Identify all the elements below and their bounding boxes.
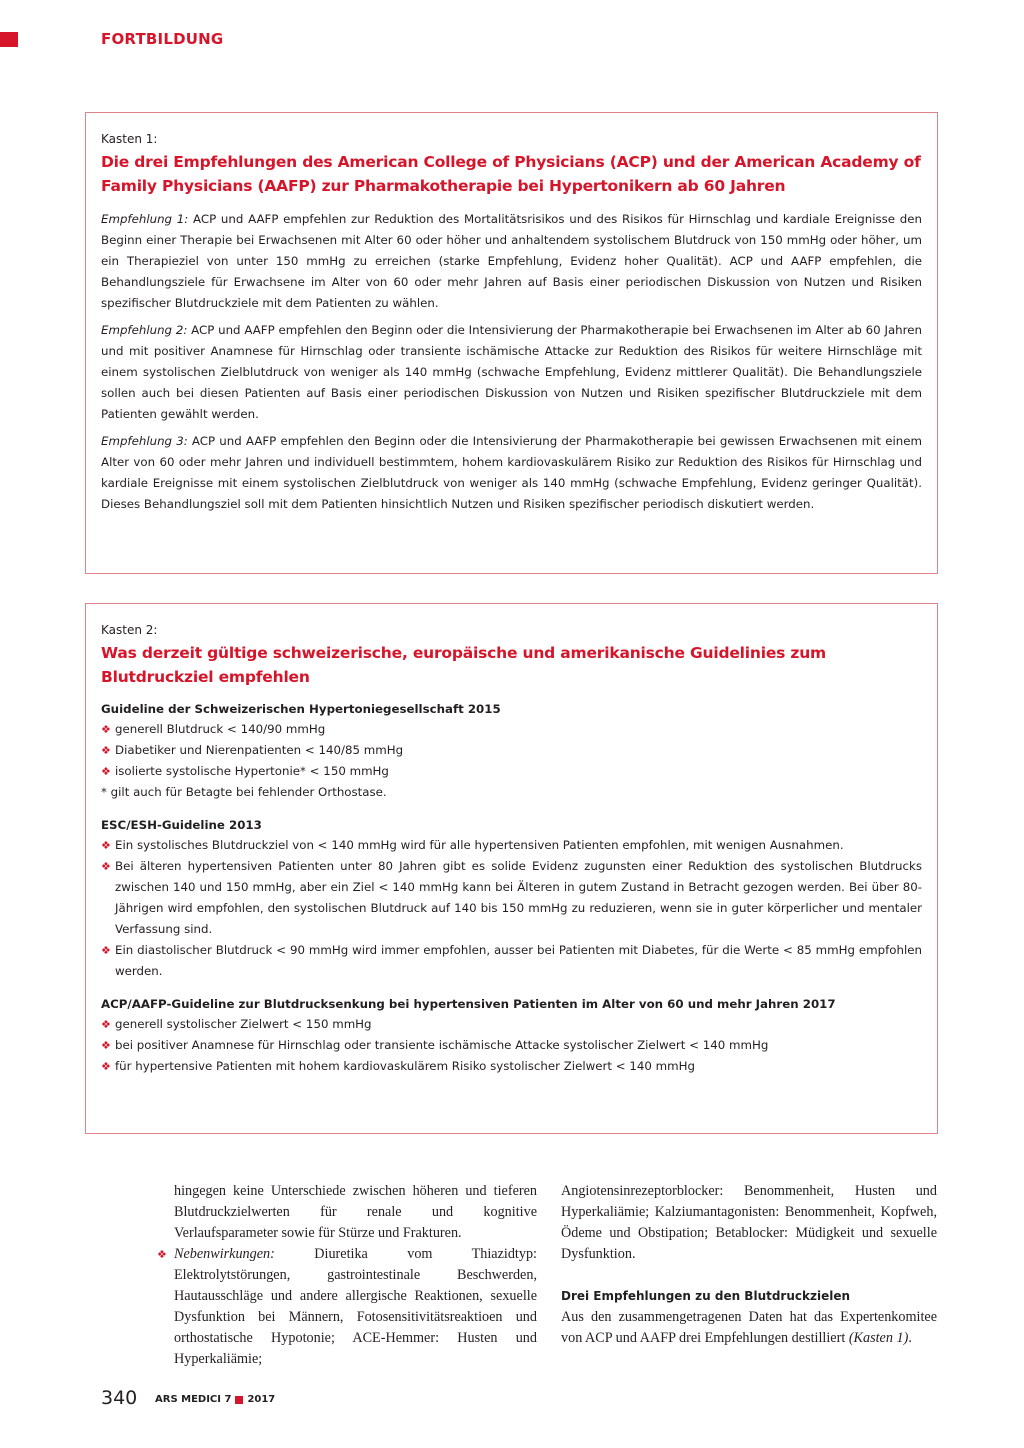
guideline-item-text: für hypertensive Patienten mit hohem kardiovaskulärem Risiko systolischer Zielwert < 140 mmHg bbox=[115, 1059, 695, 1073]
guideline-heading: Guideline der Schweizerischen Hypertoniegesellschaft 2015 bbox=[101, 702, 501, 716]
recommendation-1-label: Empfehlung 1: bbox=[101, 212, 189, 226]
recommendation-2 bbox=[101, 320, 922, 425]
body-paragraph bbox=[561, 1307, 937, 1349]
side-effects-item bbox=[157, 1244, 537, 1370]
recommendation-3-label: Empfehlung 3: bbox=[101, 434, 188, 448]
recommendation-list bbox=[101, 209, 922, 515]
guideline-item-text: Diabetiker und Nierenpatienten < 140/85 mmHg bbox=[115, 743, 404, 757]
guideline-item-text: generell Blutdruck < 140/90 mmHg bbox=[115, 722, 326, 736]
kasten-1-box bbox=[85, 112, 938, 574]
journal-footer bbox=[155, 1394, 275, 1405]
guideline-heading: ACP/AAFP-Guideline zur Blutdrucksenkung bei hypertensiven Patienten im Alter von 60 und mehr Jahren 2017 bbox=[101, 997, 836, 1011]
guideline-list bbox=[101, 699, 922, 1077]
kasten-2-title: Was derzeit gültige schweizerische, europäische und amerikanische Guidelinies zum Blutdruckziel empfehlen bbox=[101, 644, 826, 686]
body-column-right bbox=[561, 1181, 937, 1349]
recommendation-1-text: ACP und AAFP empfehlen zur Reduktion des Mortalitätsrisikos und des Risikos für Hirnschlag und kardiale Ereignisse den Beginn einer Therapie bei Erwachsenen mit Alter 60 oder höher und anhaltendem systolischem Blutdruck von 150 mmHg oder höher, um ein Therapieziel von unter 150 mmHg zu erreichen (starke Empfehlung, Evidenz hoher Qualität). ACP und AAFP empfehlen, die Behandlungsziele für Erwachsene im Alter von 60 oder mehr Jahren auf Basis einer periodischen Diskussion von Nutzen und Risiken spezifischer Blutdruckziele mit dem Patienten zu wählen. bbox=[101, 212, 922, 310]
guideline-item-text: isolierte systolische Hypertonie* < 150 mmHg bbox=[115, 764, 389, 778]
recommendation-2-label: Empfehlung 2: bbox=[101, 323, 188, 337]
guideline-item bbox=[101, 856, 922, 940]
side-effects-text: Diuretika vom Thiazidtyp: Elektrolytstörungen, gastrointestinale Beschwerden, Hautausschläge und andere allergische Reaktionen, sexuelle Dysfunktion bei Männern, Fotosensitivitätsreaktioen und orthostatische Hypotonie; ACE-Hemmer: Husten und Hyperkaliämie; bbox=[174, 1246, 537, 1367]
guideline-item bbox=[101, 940, 922, 982]
diamond-bullet-icon: ❖ bbox=[101, 1060, 111, 1073]
guideline-item-text: Ein diastolischer Blutdruck < 90 mmHg wird immer empfohlen, ausser bei Patienten mit Diabetes, für die Werte < 85 mmHg empfohlen werden. bbox=[115, 943, 922, 978]
recommendation-2-text: ACP und AAFP empfehlen den Beginn oder die Intensivierung der Pharmakotherapie bei Erwachsenen im Alter ab 60 Jahren und mit positiver Anamnese für Hirnschlag oder transiente ischämische Attacke zur Reduktion des Risikos für weitere Hirnschläge mit einem systolischen Zielblutdruck von weniger als 140 mmHg (schwache Empfehlung, Evidenz mittlerer Qualität). Die Behandlungsziele sollen auch bei diesen Patienten auf Basis einer periodischen Diskussion von Nutzen und Risiken spezifischer Blutdruckziele mit dem Patienten gewählt werden. bbox=[101, 323, 922, 421]
kasten-1-title: Die drei Empfehlungen des American College of Physicians (ACP) und der American Academy of Family Physicians (AAFP) zur Pharmakotherapie bei Hypertonikern ab 60 Jahren bbox=[101, 153, 921, 195]
recommendation-3-text: ACP und AAFP empfehlen den Beginn oder die Intensivierung der Pharmakotherapie bei gewissen Erwachsenen mit einem Alter von 60 oder mehr Jahren und individuell bestimmtem, hohem kardiovaskulärem Risiko zur Reduktion des Risikos für Hirnschlag und kardiale Ereignisse mit einem systolischen Zielblutdruck von weniger als 140 mmHg (schwache Empfehlung, Evidenz geringer Qualität). Dieses Behandlungsziel soll mit dem Patienten hinsichtlich Nutzen und Risiken spezifischer periodisch diskutiert werden. bbox=[101, 434, 922, 511]
guideline-footnote: * gilt auch für Betagte bei fehlender Orthostase. bbox=[101, 785, 387, 799]
recommendation-1 bbox=[101, 209, 922, 314]
kasten-1-label: Kasten 1: bbox=[101, 132, 158, 146]
guideline-item bbox=[101, 761, 922, 782]
section-marker bbox=[0, 32, 18, 47]
diamond-bullet-icon: ❖ bbox=[101, 860, 111, 873]
kasten-2-box bbox=[85, 603, 938, 1134]
diamond-bullet-icon: ❖ bbox=[101, 1018, 111, 1031]
guideline-acp-aafp bbox=[101, 994, 922, 1077]
diamond-bullet-icon: ❖ bbox=[101, 944, 111, 957]
diamond-bullet-icon: ❖ bbox=[101, 839, 111, 852]
body-paragraph: Angiotensinrezeptorblocker: Benommenheit, Husten und Hyperkaliämie; Kalziumantagonisten: Benommenheit, Kopfweh, Ödeme und Obstipation; Betablocker: Müdigkeit und sexuelle Dysfunktion. bbox=[561, 1183, 937, 1262]
guideline-item-text: generell systolischer Zielwert < 150 mmHg bbox=[115, 1017, 372, 1031]
guideline-item-text: Ein systolisches Blutdruckziel von < 140 mmHg wird für alle hypertensiven Patienten empfohlen, mit wenigen Ausnahmen. bbox=[115, 838, 844, 852]
journal-name: ARS MEDICI 7 bbox=[155, 1394, 232, 1405]
body-paragraph-end: . bbox=[908, 1330, 912, 1346]
diamond-bullet-icon: ❖ bbox=[101, 1039, 111, 1052]
diamond-bullet-icon: ❖ bbox=[101, 723, 111, 736]
guideline-swiss bbox=[101, 699, 922, 803]
kasten-2-label: Kasten 2: bbox=[101, 623, 158, 637]
journal-year: 2017 bbox=[247, 1394, 276, 1405]
guideline-item bbox=[101, 1014, 922, 1035]
guideline-item bbox=[101, 1056, 922, 1077]
subsection-heading: Drei Empfehlungen zu den Blutdruckzielen bbox=[561, 1289, 851, 1303]
section-title: FORTBILDUNG bbox=[101, 30, 224, 48]
guideline-item bbox=[101, 1035, 922, 1056]
page-number: 340 bbox=[101, 1387, 138, 1409]
diamond-bullet-icon: ❖ bbox=[101, 765, 111, 778]
guideline-item bbox=[101, 740, 922, 761]
diamond-bullet-icon: ❖ bbox=[157, 1248, 167, 1261]
body-column-left bbox=[157, 1181, 537, 1370]
body-paragraph-text: Aus den zusammengetragenen Daten hat das Expertenkomitee von ACP und AAFP drei Empfehlungen destilliert bbox=[561, 1309, 937, 1346]
kasten-reference: (Kasten 1) bbox=[848, 1330, 909, 1346]
recommendation-3 bbox=[101, 431, 922, 515]
side-effects-label: Nebenwirkungen: bbox=[174, 1246, 275, 1262]
guideline-esc-esh bbox=[101, 815, 922, 982]
guideline-item bbox=[101, 719, 922, 740]
guideline-item bbox=[101, 835, 922, 856]
footer-square-icon bbox=[235, 1396, 243, 1404]
body-paragraph: hingegen keine Unterschiede zwischen höheren und tieferen Blutdruckzielwerten für renale und kognitive Verlaufsparameter sowie für Stürze und Frakturen. bbox=[174, 1183, 537, 1241]
guideline-item-text: bei positiver Anamnese für Hirnschlag oder transiente ischämische Attacke systolischer Zielwert < 140 mmHg bbox=[115, 1038, 769, 1052]
diamond-bullet-icon: ❖ bbox=[101, 744, 111, 757]
guideline-heading: ESC/ESH-Guideline 2013 bbox=[101, 818, 262, 832]
guideline-item-text: Bei älteren hypertensiven Patienten unter 80 Jahren gibt es solide Evidenz zugunsten einer Reduktion des systolischen Blutdrucks zwischen 140 und 150 mmHg, aber ein Ziel < 140 mmHg kann bei Älteren in gutem Zustand in Betracht gezogen werden. Bei über 80-Jährigen wird empfohlen, den systolischen Blutdruck auf 140 bis 150 mmHg zu reduzieren, wenn sie in guter körperlicher und mentaler Verfassung sind. bbox=[115, 859, 922, 936]
